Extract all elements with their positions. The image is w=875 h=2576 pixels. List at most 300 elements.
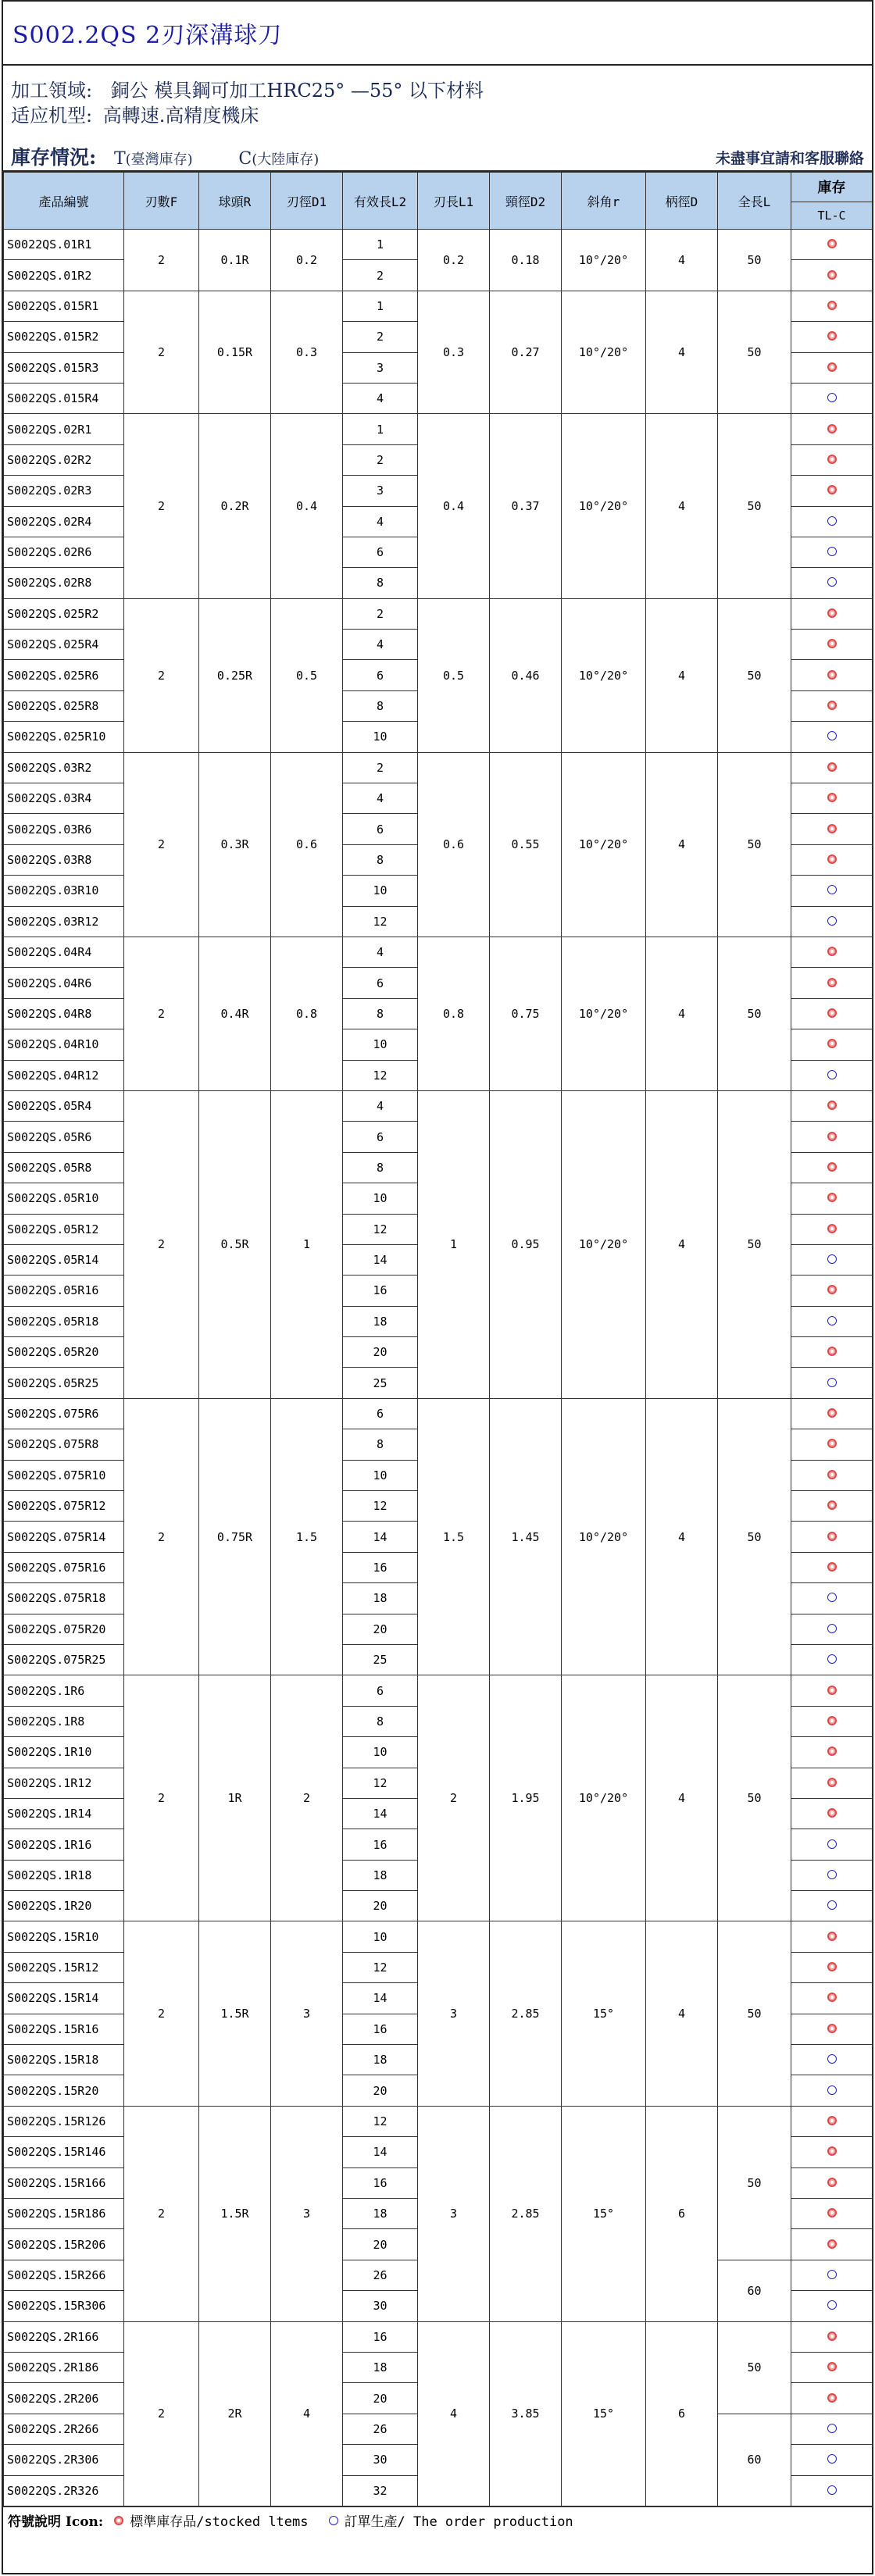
part-number: S0022QS.015R4 xyxy=(4,383,124,413)
effective-length-cell: 18 xyxy=(343,2199,418,2229)
stocked-icon xyxy=(827,1778,837,1787)
effective-length-cell: 30 xyxy=(343,2445,418,2475)
stock-status-cell xyxy=(791,844,873,875)
stocked-icon xyxy=(827,1439,837,1448)
stocked-icon xyxy=(827,1224,837,1233)
stock-status-cell xyxy=(791,1183,873,1214)
flutes-cell: 2 xyxy=(124,1921,199,2106)
part-number: S0022QS.02R1 xyxy=(4,414,124,444)
effective-length-cell: 18 xyxy=(343,1306,418,1336)
total-length-cell: 50 xyxy=(718,2321,791,2414)
cutting-diameter-cell: 3 xyxy=(271,1921,343,2106)
stock-label: 庫存情況: xyxy=(11,146,97,169)
order-production-icon xyxy=(827,1593,837,1602)
part-number: S0022QS.02R8 xyxy=(4,568,124,598)
stock-status-cell xyxy=(791,2352,873,2382)
effective-length-cell: 14 xyxy=(343,1244,418,1275)
part-number: S0022QS.05R4 xyxy=(4,1090,124,1121)
shank-diameter-cell: 4 xyxy=(646,752,718,937)
stock-status-cell xyxy=(791,690,873,721)
table-row xyxy=(4,291,873,321)
part-number: S0022QS.15R166 xyxy=(4,2167,124,2198)
stock-info-bar xyxy=(3,145,872,172)
stocked-icon xyxy=(827,424,837,433)
part-number: S0022QS.075R16 xyxy=(4,1552,124,1582)
stock-status-cell xyxy=(791,814,873,844)
effective-length-cell: 16 xyxy=(343,1276,418,1306)
flutes-cell: 2 xyxy=(124,414,199,598)
stock-status-cell xyxy=(791,1829,873,1860)
part-number: S0022QS.05R25 xyxy=(4,1368,124,1398)
part-number: S0022QS.075R18 xyxy=(4,1583,124,1614)
stocked-icon xyxy=(827,1008,837,1018)
shank-diameter-cell: 4 xyxy=(646,937,718,1090)
stocked-icon xyxy=(827,670,837,680)
order-production-icon xyxy=(827,1378,837,1387)
flutes-cell: 2 xyxy=(124,291,199,414)
order-production-icon xyxy=(827,2270,837,2279)
stock-status-cell xyxy=(791,2199,873,2229)
field-label: 加工領域: xyxy=(11,80,93,102)
order-production-icon xyxy=(329,2516,338,2525)
stocked-icon xyxy=(827,1101,837,1110)
table-row xyxy=(4,1921,873,1952)
stock-status-cell xyxy=(791,2075,873,2106)
header-cell: 全長L xyxy=(718,173,791,230)
header-cell: 柄徑D xyxy=(646,173,718,230)
flute-length-cell: 0.4 xyxy=(418,414,490,598)
order-production-icon xyxy=(827,2424,837,2433)
stock-status-cell xyxy=(791,1368,873,1398)
total-length-cell: 50 xyxy=(718,2106,791,2260)
effective-length-cell: 3 xyxy=(343,352,418,383)
table-row xyxy=(4,2321,873,2352)
legend-order: 訂單生產/ The order production xyxy=(344,2514,573,2531)
order-production-icon xyxy=(827,731,837,740)
effective-length-cell: 8 xyxy=(343,998,418,1029)
flute-length-cell: 1 xyxy=(418,1090,490,1398)
header-cell: 有效長L2 xyxy=(343,173,418,230)
part-number: S0022QS.075R12 xyxy=(4,1491,124,1522)
part-number: S0022QS.15R186 xyxy=(4,2199,124,2229)
stock-status-cell xyxy=(791,722,873,752)
cutting-diameter-cell: 1.5 xyxy=(271,1398,343,1675)
cutting-diameter-cell: 2 xyxy=(271,1675,343,1921)
effective-length-cell: 25 xyxy=(343,1644,418,1675)
order-production-icon xyxy=(827,547,837,556)
stocked-icon xyxy=(827,2178,837,2187)
effective-length-cell: 1 xyxy=(343,414,418,444)
angle-cell: 15° xyxy=(562,2321,646,2506)
total-length-cell: 50 xyxy=(718,1398,791,1675)
stocked-icon xyxy=(827,701,837,710)
stocked-icon xyxy=(827,1039,837,1048)
part-number: S0022QS.15R10 xyxy=(4,1921,124,1952)
table-row xyxy=(4,2106,873,2136)
stock-status-cell xyxy=(791,968,873,998)
table-row xyxy=(4,752,873,783)
flutes-cell: 2 xyxy=(124,1398,199,1675)
table-row xyxy=(4,937,873,967)
part-number: S0022QS.025R10 xyxy=(4,722,124,752)
neck-diameter-cell: 0.27 xyxy=(490,291,562,414)
effective-length-cell: 16 xyxy=(343,1829,418,1860)
stocked-icon xyxy=(827,1686,837,1695)
effective-length-cell: 2 xyxy=(343,322,418,352)
part-number: S0022QS.15R206 xyxy=(4,2229,124,2260)
page-title: S002.2QS 2刃深溝球刀 xyxy=(3,2,872,66)
order-production-icon xyxy=(827,516,837,526)
stock-status-cell xyxy=(791,1090,873,1121)
part-number: S0022QS.05R20 xyxy=(4,1337,124,1368)
stock-status-cell xyxy=(791,1675,873,1706)
effective-length-cell: 18 xyxy=(343,2045,418,2075)
effective-length-cell: 1 xyxy=(343,230,418,260)
stocked-icon xyxy=(827,1808,837,1818)
part-number: S0022QS.15R12 xyxy=(4,1952,124,1982)
stocked-icon xyxy=(827,1500,837,1510)
neck-diameter-cell: 1.45 xyxy=(490,1398,562,1675)
part-number: S0022QS.075R14 xyxy=(4,1522,124,1552)
shank-diameter-cell: 4 xyxy=(646,230,718,291)
stock-status-cell xyxy=(791,476,873,506)
part-number: S0022QS.075R8 xyxy=(4,1429,124,1460)
table-row xyxy=(4,1675,873,1706)
stocked-icon xyxy=(827,2239,837,2249)
part-number: S0022QS.1R10 xyxy=(4,1737,124,1768)
effective-length-cell: 26 xyxy=(343,2260,418,2290)
stock-status-cell xyxy=(791,1491,873,1522)
part-number: S0022QS.04R6 xyxy=(4,968,124,998)
cutting-diameter-cell: 0.8 xyxy=(271,937,343,1090)
stocked-icon xyxy=(827,331,837,341)
effective-length-cell: 14 xyxy=(343,2137,418,2167)
effective-length-cell: 4 xyxy=(343,783,418,814)
part-number: S0022QS.05R8 xyxy=(4,1152,124,1183)
effective-length-cell: 20 xyxy=(343,2075,418,2106)
part-number: S0022QS.025R2 xyxy=(4,598,124,629)
effective-length-cell: 2 xyxy=(343,260,418,291)
stocked-icon xyxy=(827,1470,837,1479)
stock-status-cell xyxy=(791,2045,873,2075)
stock-status-cell xyxy=(791,2014,873,2044)
effective-length-cell: 4 xyxy=(343,383,418,413)
part-number: S0022QS.03R8 xyxy=(4,844,124,875)
part-number: S0022QS.2R306 xyxy=(4,2445,124,2475)
stock-status-cell xyxy=(791,1060,873,1090)
neck-diameter-cell: 0.18 xyxy=(490,230,562,291)
effective-length-cell: 16 xyxy=(343,2167,418,2198)
stock-status-cell xyxy=(791,876,873,906)
effective-length-cell: 25 xyxy=(343,1368,418,1398)
ball-radius-cell: 0.5R xyxy=(199,1090,271,1398)
stock-status-cell xyxy=(791,1460,873,1490)
flute-length-cell: 0.6 xyxy=(418,752,490,937)
total-length-cell: 50 xyxy=(718,1675,791,1921)
part-number: S0022QS.01R2 xyxy=(4,260,124,291)
ball-radius-cell: 2R xyxy=(199,2321,271,2506)
effective-length-cell: 14 xyxy=(343,1798,418,1829)
stock-c-code: C xyxy=(238,149,252,169)
part-number: S0022QS.05R18 xyxy=(4,1306,124,1336)
stock-status-cell xyxy=(791,1737,873,1768)
stock-status-cell xyxy=(791,1337,873,1368)
part-number: S0022QS.015R2 xyxy=(4,322,124,352)
part-number: S0022QS.01R1 xyxy=(4,230,124,260)
flute-length-cell: 4 xyxy=(418,2321,490,2506)
total-length-cell: 50 xyxy=(718,752,791,937)
effective-length-cell: 12 xyxy=(343,1768,418,1798)
part-number: S0022QS.05R10 xyxy=(4,1183,124,1214)
cutting-diameter-cell: 0.4 xyxy=(271,414,343,598)
order-production-icon xyxy=(827,1870,837,1879)
neck-diameter-cell: 0.46 xyxy=(490,598,562,752)
part-number: S0022QS.04R12 xyxy=(4,1060,124,1090)
legend-label: 符號說明 Icon: xyxy=(8,2514,104,2531)
effective-length-cell: 12 xyxy=(343,2106,418,2136)
part-number: S0022QS.03R6 xyxy=(4,814,124,844)
effective-length-cell: 20 xyxy=(343,1614,418,1644)
flute-length-cell: 1.5 xyxy=(418,1398,490,1675)
stock-status-cell xyxy=(791,2137,873,2167)
table-row xyxy=(4,598,873,629)
stock-status-cell xyxy=(791,2291,873,2321)
spec-block xyxy=(3,66,872,145)
effective-length-cell: 18 xyxy=(343,1583,418,1614)
cutting-diameter-cell: 4 xyxy=(271,2321,343,2506)
stock-status-cell xyxy=(791,2321,873,2352)
effective-length-cell: 12 xyxy=(343,1060,418,1090)
neck-diameter-cell: 2.85 xyxy=(490,2106,562,2321)
part-number: S0022QS.02R6 xyxy=(4,537,124,567)
ball-radius-cell: 1.5R xyxy=(199,1921,271,2106)
stocked-icon xyxy=(114,2516,123,2525)
stock-status-cell xyxy=(791,1952,873,1982)
effective-length-cell: 20 xyxy=(343,1337,418,1368)
stocked-icon xyxy=(827,2332,837,2341)
neck-diameter-cell: 0.95 xyxy=(490,1090,562,1398)
effective-length-cell: 20 xyxy=(343,1891,418,1921)
header-cell: 斜角r xyxy=(562,173,646,230)
stock-t-desc: (臺灣庫存) xyxy=(125,152,193,168)
stock-status-cell xyxy=(791,1583,873,1614)
effective-length-cell: 10 xyxy=(343,876,418,906)
stocked-icon xyxy=(827,1716,837,1725)
total-length-cell: 50 xyxy=(718,1921,791,2106)
part-number: S0022QS.1R16 xyxy=(4,1829,124,1860)
effective-length-cell: 10 xyxy=(343,1183,418,1214)
flutes-cell: 2 xyxy=(124,230,199,291)
angle-cell: 10°/20° xyxy=(562,1090,646,1398)
flutes-cell: 2 xyxy=(124,937,199,1090)
part-number: S0022QS.15R126 xyxy=(4,2106,124,2136)
effective-length-cell: 16 xyxy=(343,2014,418,2044)
header-cell: 刃數F xyxy=(124,173,199,230)
stocked-icon xyxy=(827,362,837,372)
stock-status-cell xyxy=(791,568,873,598)
stocked-icon xyxy=(827,485,837,494)
angle-cell: 10°/20° xyxy=(562,1675,646,1921)
stock-status-cell xyxy=(791,2414,873,2444)
cutting-diameter-cell: 1 xyxy=(271,1090,343,1398)
angle-cell: 10°/20° xyxy=(562,414,646,598)
order-production-icon xyxy=(827,2300,837,2310)
effective-length-cell: 10 xyxy=(343,1460,418,1490)
flutes-cell: 2 xyxy=(124,2321,199,2506)
order-production-icon xyxy=(827,1839,837,1849)
part-number: S0022QS.075R6 xyxy=(4,1398,124,1429)
stock-status-cell xyxy=(791,1398,873,1429)
part-number: S0022QS.15R18 xyxy=(4,2045,124,2075)
effective-length-cell: 16 xyxy=(343,1552,418,1582)
neck-diameter-cell: 2.85 xyxy=(490,1921,562,2106)
machine-label: 适应机型: xyxy=(11,105,93,127)
effective-length-cell: 16 xyxy=(343,2321,418,2352)
order-production-icon xyxy=(827,1900,837,1910)
stocked-icon xyxy=(827,608,837,618)
stock-info xyxy=(11,142,319,170)
order-production-icon xyxy=(827,1624,837,1633)
effective-length-cell: 8 xyxy=(343,1429,418,1460)
effective-length-cell: 2 xyxy=(343,752,418,783)
total-length-cell: 50 xyxy=(718,598,791,752)
order-production-icon xyxy=(827,1316,837,1325)
part-number: S0022QS.15R20 xyxy=(4,2075,124,2106)
part-number: S0022QS.03R12 xyxy=(4,906,124,937)
part-number: S0022QS.02R2 xyxy=(4,444,124,475)
ball-radius-cell: 1.5R xyxy=(199,2106,271,2321)
effective-length-cell: 6 xyxy=(343,1122,418,1152)
ball-radius-cell: 0.75R xyxy=(199,1398,271,1675)
stock-status-cell xyxy=(791,414,873,444)
stocked-icon xyxy=(827,301,837,310)
angle-cell: 10°/20° xyxy=(562,752,646,937)
effective-length-cell: 20 xyxy=(343,2383,418,2414)
stock-header: 庫存 xyxy=(791,173,873,202)
order-production-icon xyxy=(827,2054,837,2064)
effective-length-cell: 32 xyxy=(343,2475,418,2506)
effective-length-cell: 8 xyxy=(343,844,418,875)
order-production-icon xyxy=(827,1654,837,1664)
stocked-icon xyxy=(827,2146,837,2156)
cutting-diameter-cell: 0.5 xyxy=(271,598,343,752)
part-number: S0022QS.15R306 xyxy=(4,2291,124,2321)
table-row xyxy=(4,1398,873,1429)
shank-diameter-cell: 4 xyxy=(646,291,718,414)
ball-radius-cell: 0.15R xyxy=(199,291,271,414)
stocked-icon xyxy=(827,978,837,987)
header-cell: 球頭R xyxy=(199,173,271,230)
shank-diameter-cell: 4 xyxy=(646,414,718,598)
stock-status-cell xyxy=(791,1306,873,1336)
ball-radius-cell: 0.4R xyxy=(199,937,271,1090)
header-cell: 刃徑D1 xyxy=(271,173,343,230)
neck-diameter-cell: 1.95 xyxy=(490,1675,562,1921)
stocked-icon xyxy=(827,455,837,464)
angle-cell: 15° xyxy=(562,2106,646,2321)
stocked-icon xyxy=(827,1347,837,1356)
angle-cell: 10°/20° xyxy=(562,230,646,291)
stocked-icon xyxy=(827,2208,837,2217)
stock-status-cell xyxy=(791,2260,873,2290)
part-number: S0022QS.025R6 xyxy=(4,660,124,690)
effective-length-cell: 10 xyxy=(343,1029,418,1060)
shank-diameter-cell: 4 xyxy=(646,598,718,752)
stock-status-cell xyxy=(791,752,873,783)
angle-cell: 15° xyxy=(562,1921,646,2106)
flute-length-cell: 2 xyxy=(418,1675,490,1921)
cutting-diameter-cell: 3 xyxy=(271,2106,343,2321)
neck-diameter-cell: 0.55 xyxy=(490,752,562,937)
stocked-icon xyxy=(827,1962,837,1971)
stock-status-cell xyxy=(791,1244,873,1275)
effective-length-cell: 14 xyxy=(343,1983,418,2014)
total-length-cell: 50 xyxy=(718,230,791,291)
stock-status-cell xyxy=(791,1276,873,1306)
effective-length-cell: 18 xyxy=(343,1860,418,1890)
stocked-icon xyxy=(827,762,837,772)
part-number: S0022QS.025R8 xyxy=(4,690,124,721)
shank-diameter-cell: 6 xyxy=(646,2106,718,2321)
stock-status-cell xyxy=(791,1644,873,1675)
effective-length-cell: 1 xyxy=(343,291,418,321)
effective-length-cell: 20 xyxy=(343,2229,418,2260)
stocked-icon xyxy=(827,2393,837,2403)
stocked-icon xyxy=(827,1132,837,1141)
shank-diameter-cell: 4 xyxy=(646,1090,718,1398)
stock-status-cell xyxy=(791,1768,873,1798)
stock-status-cell xyxy=(791,2445,873,2475)
field-value: 銅公 模具鋼可加工HRC25° —55° 以下材料 xyxy=(110,80,484,102)
stock-status-cell xyxy=(791,598,873,629)
stock-status-cell xyxy=(791,1029,873,1060)
part-number: S0022QS.15R146 xyxy=(4,2137,124,2167)
machine-value: 高轉速.高精度機床 xyxy=(102,105,259,127)
effective-length-cell: 10 xyxy=(343,722,418,752)
catalog-page xyxy=(2,0,873,2574)
effective-length-cell: 8 xyxy=(343,1706,418,1736)
stock-status-cell xyxy=(791,998,873,1029)
stock-status-cell xyxy=(791,1983,873,2014)
part-number: S0022QS.05R12 xyxy=(4,1214,124,1244)
ball-radius-cell: 0.25R xyxy=(199,598,271,752)
stock-status-cell xyxy=(791,322,873,352)
flute-length-cell: 0.3 xyxy=(418,291,490,414)
flute-length-cell: 0.2 xyxy=(418,230,490,291)
stock-status-cell xyxy=(791,537,873,567)
part-number: S0022QS.1R8 xyxy=(4,1706,124,1736)
cutting-diameter-cell: 0.6 xyxy=(271,752,343,937)
neck-diameter-cell: 0.75 xyxy=(490,937,562,1090)
flute-length-cell: 3 xyxy=(418,1921,490,2106)
header-cell: 產品編號 xyxy=(4,173,124,230)
neck-diameter-cell: 0.37 xyxy=(490,414,562,598)
stock-status-cell xyxy=(791,1522,873,1552)
shank-diameter-cell: 4 xyxy=(646,1398,718,1675)
part-number: S0022QS.2R166 xyxy=(4,2321,124,2352)
stocked-icon xyxy=(827,1162,837,1172)
stock-status-cell xyxy=(791,1552,873,1582)
stock-status-cell xyxy=(791,2383,873,2414)
machine-line xyxy=(11,103,872,128)
part-number: S0022QS.1R6 xyxy=(4,1675,124,1706)
effective-length-cell: 18 xyxy=(343,2352,418,2382)
effective-length-cell: 6 xyxy=(343,537,418,567)
shank-diameter-cell: 4 xyxy=(646,1675,718,1921)
effective-length-cell: 8 xyxy=(343,690,418,721)
stocked-icon xyxy=(827,1408,837,1418)
stock-status-cell xyxy=(791,291,873,321)
